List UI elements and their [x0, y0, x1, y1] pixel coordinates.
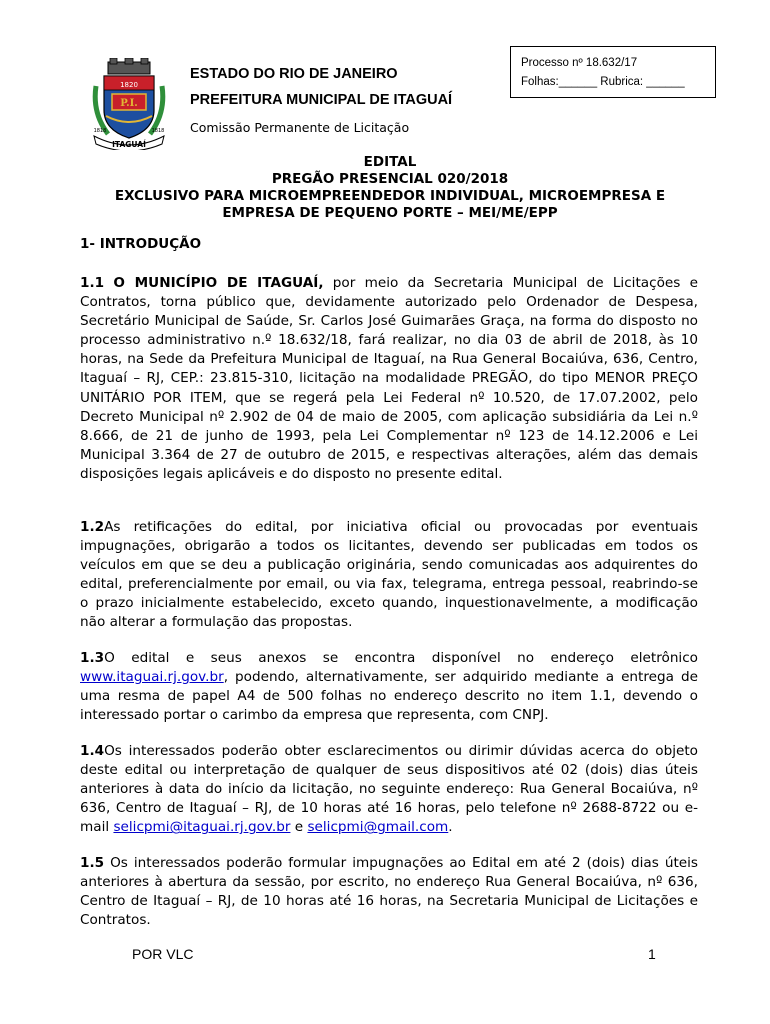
paragraph-1-3	[80, 649, 698, 725]
paragraph-lead: O MUNICÍPIO DE ITAGUAÍ,	[113, 275, 324, 291]
footer-author: POR VLC	[132, 946, 194, 962]
email-link-official[interactable]: selicpmi@itaguai.rj.gov.br	[113, 819, 291, 836]
process-number: Processo nº 18.632/17	[521, 57, 638, 69]
section-heading-introduction: 1- INTRODUÇÃO	[80, 236, 202, 252]
svg-text:1818: 1818	[151, 128, 165, 134]
paragraph-number: 1.1	[80, 275, 105, 291]
paragraph-text: por meio da Secretaria Municipal de Licitações e Contratos, torna público que, devidamente autorizado pelo Ordenador de Despesa, Secretário Municipal de Saúde, Sr. Carlos José Guimarães Graça, na forma do disposto no processo administrativo n.º 18.632/18, fará realizar, no dia 03 de abril de 2018, às 10 horas, na Sede da Prefeitura Municipal de Itaguaí, na Rua General Bocaiúva, 636, Centro, Itaguaí – RJ, CEP.: 23.815-310, licitação na modalidade PREGÃO, do tipo MENOR PREÇO UNITÁRIO POR ITEM, que se regerá pela Lei Federal nº 10.520, de 17.07.2002, pelo Decreto Municipal nº 2.902 de 04 de maio de 2005, com aplicação subsidiária da Lei n.º 8.666, de 21 de junho de 1993, pela Lei Complementar nº 123 de 14.12.2006 e Lei Municipal 3.364 de 27 de outubro de 2015, e respectivas alterações, além das demais disposições legais aplicáveis e do disposto no presente edital.	[80, 275, 698, 482]
svg-text:1820: 1820	[120, 81, 138, 89]
title-line-exclusive: EXCLUSIVO PARA MICROEMPREENDEDOR INDIVIDUAL, MICROEMPRESA E	[114, 188, 666, 204]
paragraph-text: Os interessados poderão formular impugnações ao Edital em até 2 (dois) dias úteis anteriores à abertura da sessão, por escrito, no endereço Rua General Bocaiúva, nº 636, Centro de Itaguaí – RJ, de 10 horas até 16 horas, na Secretaria Municipal de Licitações e Contratos.	[80, 855, 698, 929]
state-name: ESTADO DO RIO DE JANEIRO	[190, 66, 398, 82]
website-link[interactable]: www.itaguai.rj.gov.br	[80, 669, 224, 686]
paragraph-text: O edital e seus anexos se encontra disponível no endereço eletrônico	[104, 650, 698, 666]
paragraph-number: 1.3	[80, 650, 105, 666]
paragraph-number: 1.5	[80, 855, 105, 871]
coat-of-arms-logo	[90, 58, 168, 150]
paragraph-text: e	[290, 819, 308, 836]
email-link-gmail[interactable]: selicpmi@gmail.com	[307, 819, 449, 836]
commission-name: Comissão Permanente de Licitação	[190, 120, 410, 135]
title-line-pregao: PREGÃO PRESENCIAL 020/2018	[271, 171, 509, 187]
paragraph-1-2	[80, 518, 698, 633]
paragraph-text: .	[448, 819, 453, 836]
paragraph-text: As retificações do edital, por iniciativa oficial ou provocadas por eventuais impugnações, obrigarão a todos os licitantes, devendo ser publicadas em todos os veículos em que se deu a publicação originária, sendo comunicadas aos adquirentes do edital, preferencialmente por email, ou via fax, telegrama, entrega pessoal, reabrindo-se o prazo inicialmente estabelecido, exceto quando, inquestionavelmente, a modificação não alterar a formulação das propostas.	[80, 519, 698, 631]
svg-text:1818: 1818	[93, 128, 107, 134]
paragraph-1-5	[80, 854, 698, 930]
document-title	[80, 154, 700, 222]
title-line-company-types: EMPRESA DE PEQUENO PORTE – MEI/ME/EPP	[222, 205, 558, 221]
process-stamp-box	[510, 46, 716, 98]
paragraph-number: 1.4	[80, 743, 105, 759]
sheets-signature-field: Folhas:______ Rubrica: ______	[521, 76, 685, 88]
paragraph-text: , podendo, alternativamente, ser adquirido mediante a entrega de uma resma de papel A4 de 500 folhas no endereço descrito no item 1.1, devendo o interessado portar o carimbo da empresa que representa, com CNPJ.	[80, 669, 698, 724]
paragraph-1-4	[80, 742, 698, 837]
paragraph-1-1	[80, 274, 698, 484]
paragraph-text: Os interessados poderão obter esclarecimentos ou dirimir dúvidas acerca do objeto deste edital ou interpretação de qualquer de seus dispositivos até 02 (dois) dias úteis anteriores à data do início da licitação, no seguinte endereço: Rua General Bocaiúva, nº 636, Centro de Itaguaí – RJ, de 10 horas até 16 horas, pelo telefone nº 2688-8722 ou e-mail	[80, 743, 698, 836]
paragraph-number: 1.2	[80, 519, 105, 535]
svg-text:ITAGUAÍ: ITAGUAÍ	[112, 140, 146, 149]
page-number: 1	[648, 946, 656, 962]
title-line-edital: EDITAL	[363, 154, 417, 170]
prefecture-name: PREFEITURA MUNICIPAL DE ITAGUAÍ	[190, 92, 453, 108]
svg-text:P.I.: P.I.	[120, 98, 138, 109]
